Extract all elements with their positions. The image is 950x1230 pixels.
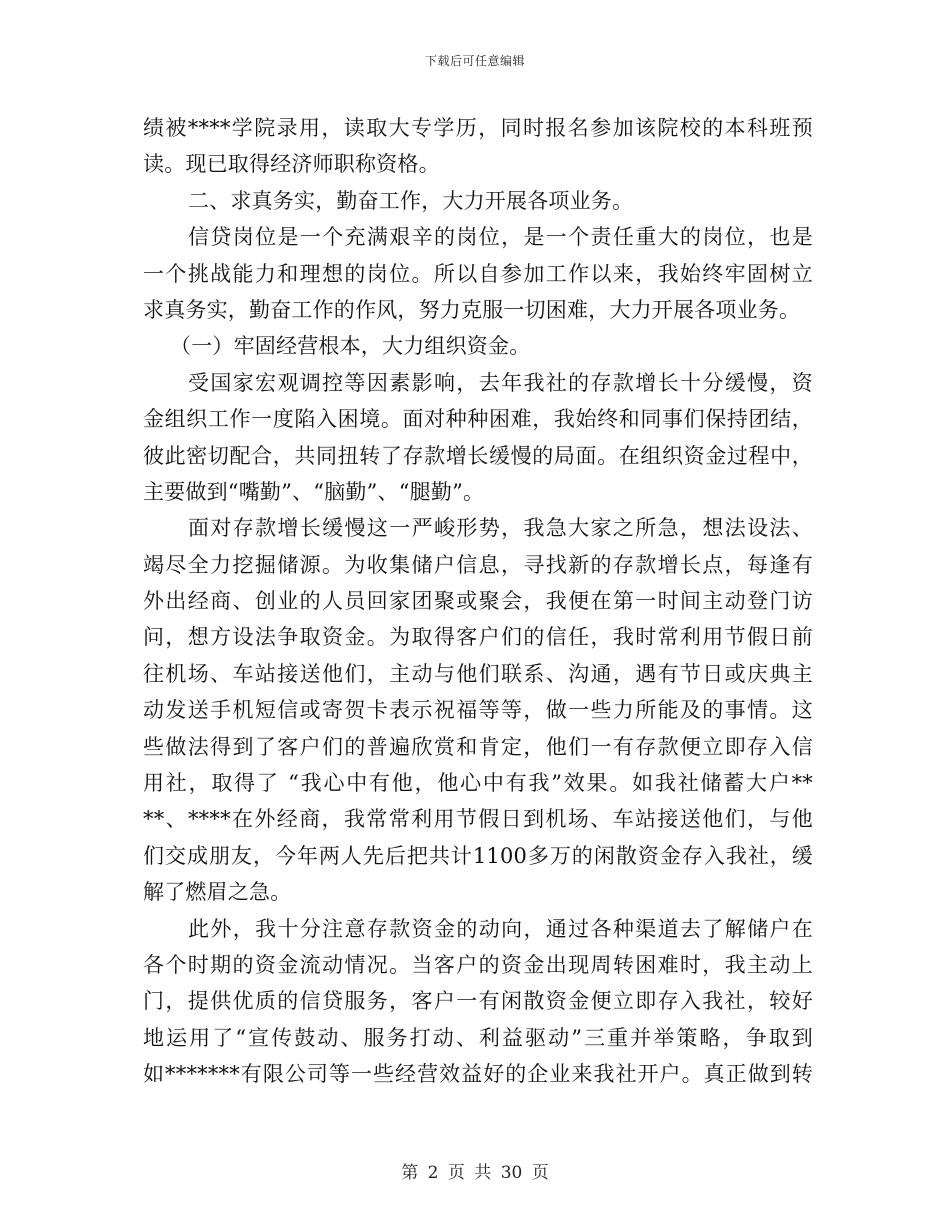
text-line-5: 一个挑战能力和理想的岗位。所以自参加工作以来，我始终牢固树立 [143,261,813,286]
text-line-14: 外出经商、创业的人员回家团聚或聚会，我便在第一时间主动登门访 [143,589,813,614]
page-footer: 第 2 页 共 30 页 [401,1163,549,1183]
text-line-6: 求真务实，勤奋工作的作风，努力克服一切困难，大力开展各项业务。 [143,297,801,322]
section-heading-2: 二、求真务实，勤奋工作，大力开展各项业务。 [188,188,634,213]
text-line-17: 动发送手机短信或寄贺卡表示祝福等等，做一些力所能及的事情。这 [143,698,813,723]
text-line-25: 门，提供优质的信贷服务，客户一有闲散资金便立即存入我社，较好 [143,989,813,1014]
text-line-16: 往机场、车站接送他们，主动与他们联系、沟通，遇有节日或庆典主 [143,661,813,686]
subsection-heading-1: （一）牢固经营根本，大力组织资金。 [170,334,531,359]
text-line-24: 各个时期的资金流动情况。当客户的资金出现周转困难时，我主动上 [143,952,813,977]
text-line-11: 主要做到“嘴勤”、“脑勤”、“腿勤”。 [143,479,485,504]
text-line-20: **、****在外经商，我常常利用节假日到机场、车站接送他们，与他 [143,807,813,832]
text-line-12: 面对存款增长缓慢这一严峻形势，我急大家之所急，想法设法、 [188,516,813,541]
text-line-4: 信贷岗位是一个充满艰辛的岗位，是一个责任重大的岗位，也是 [188,225,813,250]
text-line-23: 此外，我十分注意存款资金的动向，通过各种渠道去了解储户在 [188,916,813,941]
text-line-19: 用社，取得了 “我心中有他，他心中有我”效果。如我社储蓄大户** [143,771,813,796]
text-line-18: 些做法得到了客户们的普遍欣赏和肯定，他们一有存款便立即存入信 [143,734,813,759]
document-body [143,110,813,1093]
text-line-10: 彼此密切配合，共同扭转了存款增长缓慢的局面。在组织资金过程中， [143,443,813,468]
text-line-15: 问，想方设法争取资金。为取得客户们的信任，我时常利用节假日前 [143,625,813,650]
text-line-13: 竭尽全力挖掘储源。为收集储户信息，寻找新的存款增长点，每逢有 [143,552,813,577]
text-line-21: 们交成朋友，今年两人先后把共计1100多万的闲散资金存入我社，缓 [143,843,813,868]
page-header: 下载后可任意编辑 [424,54,525,68]
text-line-26: 地运用了“宣传鼓动、服务打动、利益驱动”三重并举策略，争取到 [143,1025,813,1050]
text-line-22: 解了燃眉之急。 [143,880,292,905]
text-line-27: 如*******有限公司等一些经营效益好的企业来我社开户。真正做到转 [143,1062,813,1087]
text-line-1: 绩被****学院录用，读取大专学历，同时报名参加该院校的本科班预 [143,116,813,140]
text-line-2: 读。现已取得经济师职称资格。 [143,152,440,177]
text-line-8: 受国家宏观调控等因素影响，去年我社的存款增长十分缓慢，资 [188,370,813,395]
text-line-9: 金组织工作一度陷入困境。面对种种困难，我始终和同事们保持团结， [143,407,813,432]
